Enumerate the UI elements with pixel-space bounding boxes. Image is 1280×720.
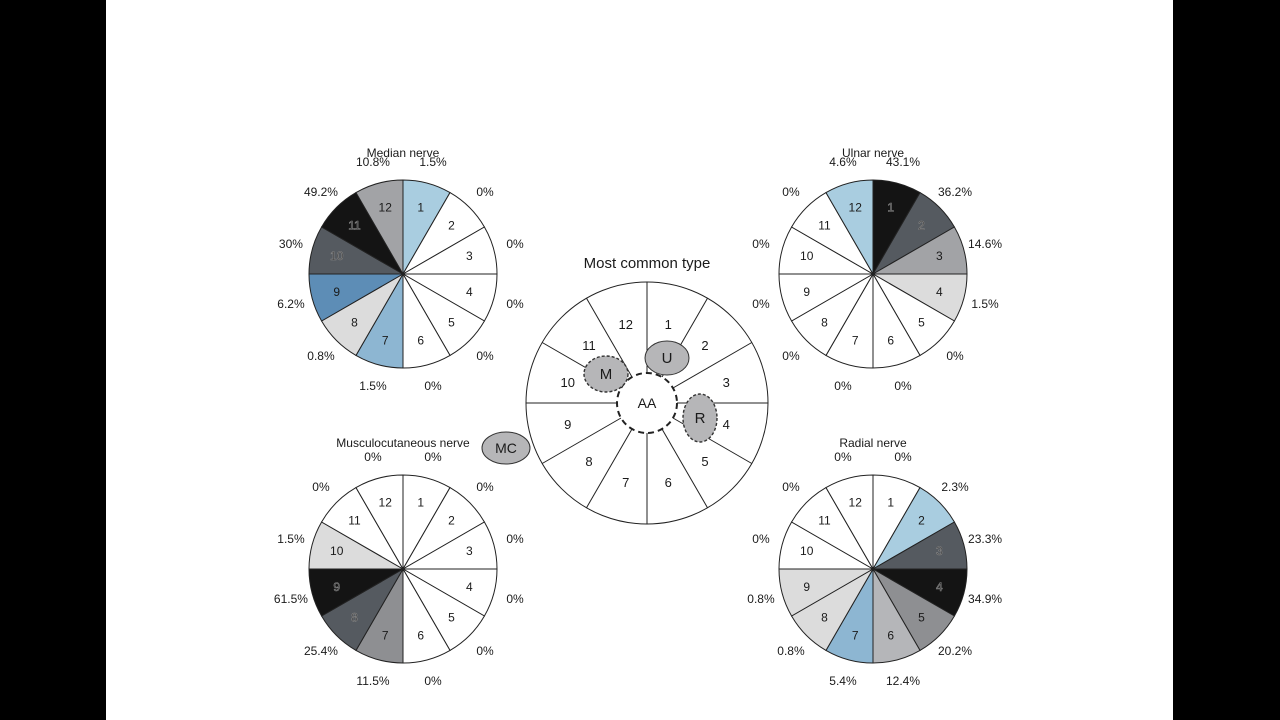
sector-number: 1	[417, 200, 425, 215]
sector-percent-label: 61.5%	[273, 592, 308, 607]
marker-label: M	[599, 366, 613, 383]
sector-percent-label: 0%	[506, 236, 524, 251]
sector-number: 8	[351, 610, 358, 625]
sector-number: 3	[935, 249, 943, 264]
sector-number: 7	[381, 333, 389, 348]
sector-percent-label: 1.5%	[419, 154, 447, 169]
sector-percent-label: 12.4%	[886, 674, 921, 689]
sector-percent-label: 0.8%	[307, 349, 335, 364]
sector-percent-label: 1.5%	[359, 379, 387, 394]
sector-percent-label: 0.8%	[747, 592, 775, 607]
sector-percent-label: 43.1%	[886, 154, 921, 169]
sector-number: 4	[935, 284, 943, 299]
sector-number: 12	[378, 200, 392, 215]
sector-number: 3	[935, 544, 943, 559]
sector-number: 7	[851, 628, 859, 643]
center-sector-number: 5	[701, 453, 709, 469]
sector-number: 2	[448, 513, 455, 528]
sector-percent-label: 49.2%	[303, 184, 338, 199]
center-title: Most common type	[583, 255, 711, 272]
sector-number: 11	[348, 513, 361, 528]
sector-number: 4	[935, 579, 943, 594]
sector-number: 3	[465, 544, 473, 559]
sector-percent-label: 0%	[506, 531, 524, 546]
sector-number: 5	[448, 610, 455, 625]
center-sector-number: 9	[564, 417, 572, 433]
sector-number: 6	[887, 628, 895, 643]
sector-percent-label: 0%	[506, 592, 524, 607]
sector-percent-label: 0%	[424, 449, 442, 464]
marker-label: U	[661, 350, 673, 367]
pie-title: Median nerve	[366, 146, 440, 160]
marker-label: MC	[495, 440, 517, 456]
center-sector-number: 6	[664, 475, 672, 491]
sector-number: 10	[330, 249, 344, 264]
sector-percent-label: 30%	[278, 236, 303, 251]
center-sector-number: 11	[582, 338, 596, 354]
sector-percent-label: 0%	[752, 297, 770, 312]
center-sector-number: 3	[722, 374, 730, 390]
sector-percent-label: 34.9%	[968, 592, 1003, 607]
marker-label: R	[694, 410, 706, 427]
center-sector-number: 4	[722, 417, 730, 433]
sector-number: 6	[417, 333, 425, 348]
sector-number: 8	[821, 610, 828, 625]
sector-number: 11	[818, 513, 831, 528]
sector-percent-label: 0.8%	[777, 644, 805, 659]
sector-number: 4	[465, 284, 473, 299]
sector-number: 5	[448, 315, 455, 330]
sector-number: 1	[887, 200, 895, 215]
sector-percent-label: 0%	[752, 236, 770, 251]
sector-number: 2	[448, 218, 455, 233]
sector-percent-label: 0%	[506, 297, 524, 312]
sector-percent-label: 25.4%	[303, 644, 338, 659]
pie-2	[752, 146, 1002, 393]
sector-number: 11	[348, 218, 361, 233]
sector-percent-label: 23.3%	[968, 531, 1003, 546]
sector-percent-label: 0%	[476, 184, 494, 199]
sector-number: 12	[848, 200, 862, 215]
sector-number: 2	[918, 218, 925, 233]
sector-percent-label: 11.5%	[356, 674, 390, 689]
center-sector-number: 8	[585, 453, 593, 469]
sector-percent-label: 20.2%	[938, 644, 973, 659]
center-sector-number: 12	[618, 316, 634, 332]
sector-number: 6	[887, 333, 895, 348]
sector-number: 12	[848, 495, 862, 510]
sector-percent-label: 5.4%	[829, 674, 857, 689]
sector-number: 9	[803, 579, 811, 594]
sector-percent-label: 0%	[424, 379, 442, 394]
sector-percent-label: 10.8%	[355, 154, 390, 169]
sector-percent-label: 0%	[782, 349, 800, 364]
sector-percent-label: 0%	[782, 184, 800, 199]
sector-number: 6	[417, 628, 425, 643]
sector-percent-label: 0%	[834, 379, 852, 394]
sector-number: 4	[465, 579, 473, 594]
sector-percent-label: 0%	[894, 379, 912, 394]
sector-percent-label: 36.2%	[938, 184, 973, 199]
center-sector-number: 2	[701, 338, 709, 354]
sector-number: 10	[800, 249, 814, 264]
sector-number: 5	[918, 610, 925, 625]
sector-number: 11	[818, 218, 831, 233]
sector-percent-label: 0%	[476, 644, 494, 659]
sector-percent-label: 1.5%	[971, 297, 999, 312]
pie-title: Radial nerve	[839, 436, 907, 450]
center-label: AA	[637, 395, 657, 411]
center-sector-number: 7	[622, 475, 630, 491]
sector-percent-label: 2.3%	[941, 479, 969, 494]
pie-1	[277, 146, 524, 393]
sector-percent-label: 6.2%	[277, 297, 305, 312]
sector-number: 9	[333, 579, 341, 594]
sector-percent-label: 0%	[424, 674, 442, 689]
sector-number: 10	[330, 544, 344, 559]
sector-percent-label: 14.6%	[968, 236, 1003, 251]
sector-percent-label: 0%	[476, 349, 494, 364]
pie-3	[274, 436, 524, 688]
sector-number: 3	[465, 249, 473, 264]
sector-number: 12	[378, 495, 392, 510]
sector-number: 1	[887, 495, 895, 510]
sector-percent-label: 4.6%	[829, 154, 857, 169]
sector-number: 8	[351, 315, 358, 330]
sector-number: 7	[381, 628, 389, 643]
sector-number: 2	[918, 513, 925, 528]
sector-number: 1	[417, 495, 425, 510]
center-sector-number: 1	[664, 316, 672, 332]
sector-percent-label: 0%	[946, 349, 964, 364]
sector-percent-label: 0%	[834, 449, 852, 464]
sector-percent-label: 1.5%	[277, 531, 305, 546]
pie-title: Musculocutaneous nerve	[336, 436, 470, 450]
sector-number: 10	[800, 544, 814, 559]
sector-percent-label: 0%	[782, 479, 800, 494]
pie-4	[747, 436, 1002, 688]
sector-percent-label: 0%	[476, 479, 494, 494]
sector-number: 9	[333, 284, 341, 299]
sector-number: 9	[803, 284, 811, 299]
center-sector-number: 10	[560, 374, 576, 390]
sector-percent-label: 0%	[894, 449, 912, 464]
sector-percent-label: 0%	[364, 449, 382, 464]
sector-percent-label: 0%	[752, 531, 770, 546]
most-common-type-diagram	[482, 255, 768, 524]
sector-number: 5	[918, 315, 925, 330]
sector-number: 8	[821, 315, 828, 330]
pie-title: Ulnar nerve	[841, 146, 905, 160]
sector-percent-label: 0%	[312, 479, 330, 494]
sector-number: 7	[851, 333, 859, 348]
